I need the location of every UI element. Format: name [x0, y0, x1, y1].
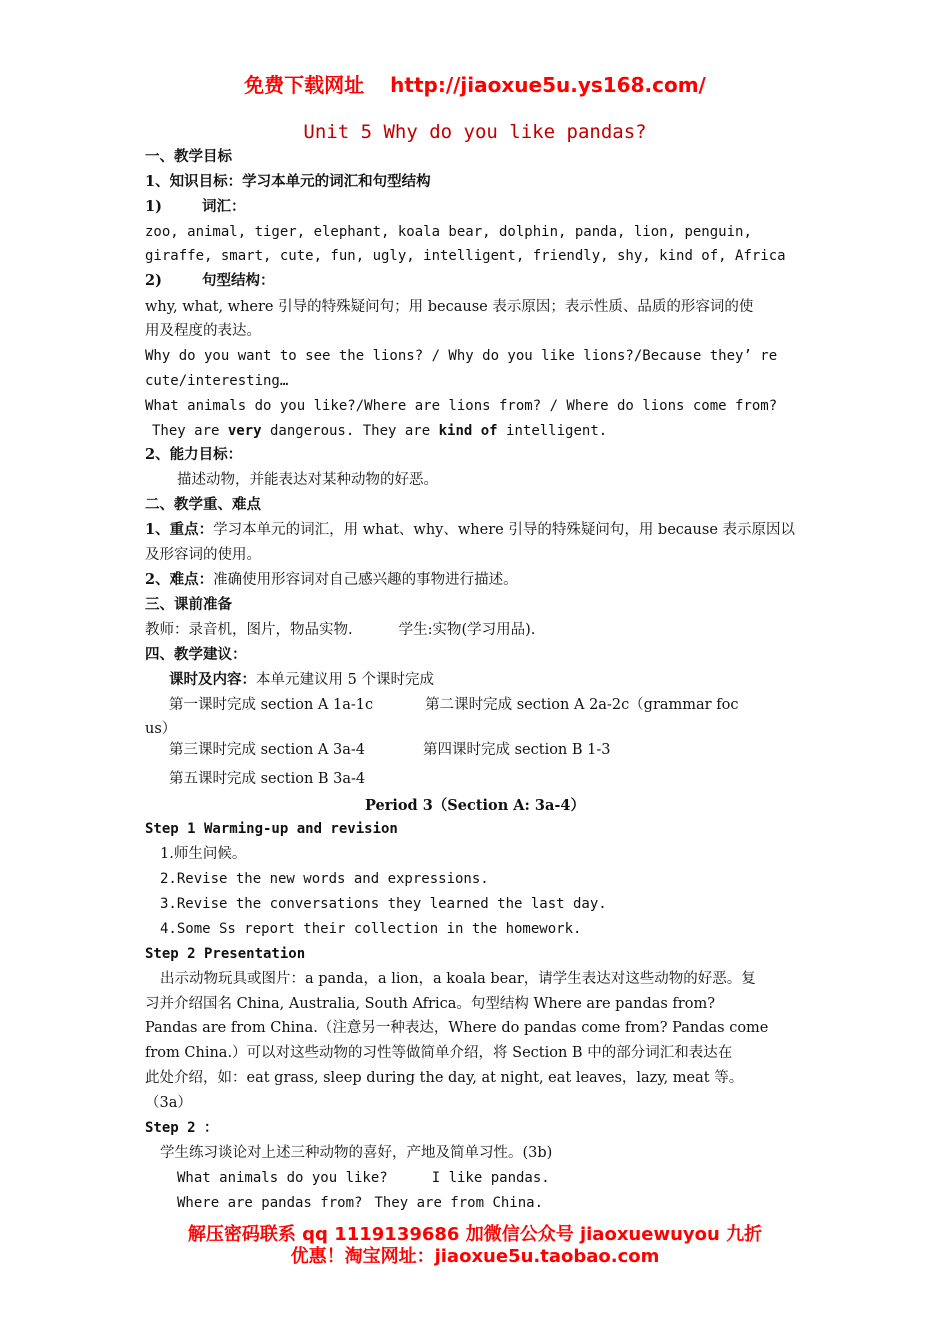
step-2-line-3: Pandas are from China.（注意另一种表达，Where do pandas come from? Pandas come [145, 1020, 769, 1036]
example-line-2: cute/interesting… [145, 373, 289, 389]
step-3-heading: Step 2 ： [145, 1120, 219, 1136]
footer-line-2: 优惠！淘宝网址：jiaoxue5u.taobao.com [290, 1246, 660, 1267]
dialogue-line-2 [177, 1193, 543, 1213]
difficulty-label: 2、难点： [145, 571, 214, 588]
download-header [0, 69, 950, 98]
period-3: 第三课时完成 section A 3a-4 [169, 742, 365, 758]
example-line-1: Why do you want to see the lions? / Why do you like lions?/Because they’ re [145, 348, 778, 364]
example-line-3: What animals do you like?/Where are lions from? / Where do lions come from? [145, 398, 778, 414]
structure-line-1: why, what, where 引导的特殊疑问句；用 because 表示原因；表示性质、品质的形容词的使 [145, 299, 754, 315]
key-point-label: 1、重点： [145, 521, 214, 538]
header-label: 免费下载网址 [244, 73, 365, 97]
difficulty-text: 准确使用形容词对自己感兴趣的事物进行描述。 [213, 572, 518, 588]
step-1-item-4: 4.Some Ss report their collection in the homework. [160, 921, 582, 937]
footer-line-1: 解压密码联系 qq 1119139686 加微信公众号 jiaoxuewuyou 九折 [187, 1224, 763, 1245]
structure-number: 2) [145, 272, 162, 289]
section-1-heading: 一、教学目标 [145, 148, 232, 165]
ability-text: 描述动物，并能表达对某种动物的好恶。 [177, 472, 438, 488]
period-2: 第二课时完成 section A 2a-2c（grammar foc [425, 697, 739, 713]
dialogue-answer-1: I like pandas. [431, 1170, 550, 1186]
example-4-very: very [227, 423, 262, 439]
vocab-label: 词汇： [201, 198, 246, 215]
example-4-part-e: intelligent. [497, 423, 608, 439]
periods-line-1-cont: us） [145, 721, 177, 737]
key-point-line-2: 及形容词的使用。 [145, 547, 261, 563]
section-4-heading: 四、教学建议： [145, 646, 247, 663]
vocab-heading [145, 197, 245, 217]
section-2-heading: 二、教学重、难点 [145, 496, 261, 513]
step-3-line-1: 学生练习谈论对上述三种动物的喜好，产地及简单习性。(3b) [160, 1145, 553, 1161]
example-line-4 [152, 421, 607, 441]
header-url-link[interactable]: http://jiaoxue5u.ys168.com/ [390, 73, 706, 97]
student-preparation: 学生:实物(学习用品). [398, 622, 536, 638]
vocab-line-2: giraffe, smart, cute, fun, ugly, intelligent, friendly, shy, kind of, Africa [145, 248, 786, 264]
difficulty-line [145, 570, 518, 590]
dialogue-line-1 [177, 1168, 550, 1188]
key-point-text: 学习本单元的词汇，用 what、why、where 引导的特殊疑问句，用 because 表示原因以 [213, 522, 796, 538]
plan-line [169, 670, 434, 690]
section-3-heading: 三、课前准备 [145, 596, 232, 613]
step-1-heading: Step 1 Warming-up and revision [145, 821, 398, 837]
step-2-line-1: 出示动物玩具或图片：a panda，a lion，a koala bear，请学生表达对这些动物的好恶。复 [160, 971, 756, 987]
ability-goal: 2、能力目标： [145, 446, 243, 463]
step-1-item-2: 2.Revise the new words and expressions. [160, 871, 489, 887]
step-2-line-4: from China.）可以对这些动物的习性等做简单介绍，将 Section B 中的部分词汇和表达在 [145, 1045, 733, 1061]
example-4-part-c: dangerous. They are [261, 423, 439, 439]
step-2-line-5: 此处介绍，如：eat grass, sleep during the day, at night, eat leaves，lazy, meat 等。 [145, 1070, 744, 1086]
structure-label: 句型结构： [201, 272, 275, 289]
step-1-item-1: 1.师生问候。 [160, 846, 247, 862]
structure-line-2: 用及程度的表达。 [145, 323, 261, 339]
step-2-heading: Step 2 Presentation [145, 946, 306, 962]
step-2-line-2: 习并介绍国名 China, Australia, South Africa。句型结构 Where are pandas from? [145, 996, 715, 1012]
dialogue-question-1: What animals do you like? [177, 1170, 388, 1186]
periods-line-1 [169, 695, 738, 715]
dialogue-question-2: Where are pandas from? [177, 1195, 363, 1211]
period-5: 第五课时完成 section B 3a-4 [169, 771, 366, 787]
period-title: Period 3（Section A: 3a-4） [364, 797, 586, 814]
periods-line-2 [169, 740, 611, 760]
preparation-line [145, 620, 535, 640]
structure-heading [145, 271, 274, 291]
period-4: 第四课时完成 section B 1-3 [422, 742, 611, 758]
step-2-line-6: （3a） [145, 1095, 192, 1111]
knowledge-goal: 1、知识目标：学习本单元的词汇和句型结构 [145, 173, 431, 190]
teacher-preparation: 教师：录音机，图片，物品实物. [145, 622, 353, 638]
unit-title: Unit 5 Why do you like pandas? [303, 121, 647, 143]
plan-text: 本单元建议用 5 个课时完成 [256, 672, 434, 688]
period-1: 第一课时完成 section A 1a-1c [169, 697, 374, 713]
key-point-line-1 [145, 520, 795, 540]
dialogue-answer-2: They are from China. [374, 1195, 544, 1211]
step-1-item-3: 3.Revise the conversations they learned the last day. [160, 896, 607, 912]
plan-label: 课时及内容： [169, 671, 256, 688]
example-4-part-a: They are [152, 423, 228, 439]
vocab-number: 1) [145, 198, 162, 215]
example-4-kind-of: kind of [438, 423, 498, 439]
vocab-line-1: zoo, animal, tiger, elephant, koala bear, dolphin, panda, lion, penguin, [145, 224, 752, 240]
